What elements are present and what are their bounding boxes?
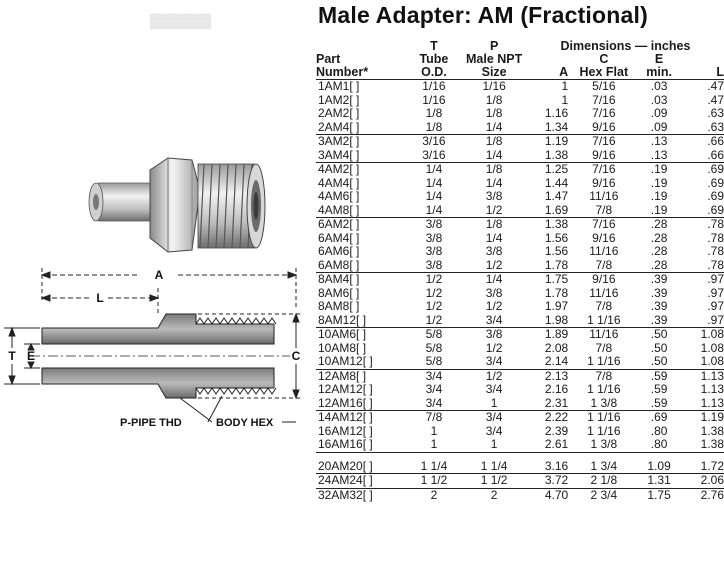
hex-flat-cell: 2 1/8 xyxy=(570,474,637,489)
npt-size-cell: 1/4 xyxy=(485,175,503,190)
part-number-cell: 16AM16[ ] xyxy=(318,437,373,452)
table-body xyxy=(316,80,724,503)
dim-e-cell: .69 xyxy=(637,411,680,425)
dim-a-cell: 2.39 xyxy=(544,423,569,438)
table-row xyxy=(316,163,724,177)
hex-flat-cell: 7/16 xyxy=(570,163,637,177)
tube-od-cell: 1/4 xyxy=(425,189,443,204)
part-number-cell: 10AM6[ ] xyxy=(316,328,407,342)
header-npt: Male NPT xyxy=(466,52,523,66)
npt-size-cell: 1/2 xyxy=(485,257,503,272)
part-number-cell: 10AM8[ ] xyxy=(318,340,367,355)
dim-a-cell: 1 xyxy=(561,92,569,107)
dim-l-cell: .63 xyxy=(707,119,724,134)
dim-a-cell: 1.89 xyxy=(527,328,570,342)
hex-flat-cell: 1 3/4 xyxy=(590,458,618,473)
npt-size-cell: 1 xyxy=(490,395,498,410)
tube-od-cell: 1/2 xyxy=(425,299,443,314)
dim-e-cell: .50 xyxy=(650,340,668,355)
dim-a-cell: 1.25 xyxy=(527,163,570,177)
dim-a-cell: 3.16 xyxy=(544,458,569,473)
npt-size-cell: 3/4 xyxy=(485,354,503,369)
npt-size-cell: 1/8 xyxy=(461,163,527,177)
dim-a-cell: 2.14 xyxy=(544,354,569,369)
npt-size-cell: 1 xyxy=(490,437,498,452)
tube-od-cell: 1/8 xyxy=(425,106,443,121)
table-row xyxy=(316,149,724,163)
tube-od-cell: 1 1/2 xyxy=(407,474,462,489)
dim-a-cell: 1.56 xyxy=(544,244,569,259)
table-row xyxy=(316,300,724,314)
header-dimensions: Dimensions — inches xyxy=(560,39,691,53)
tube-od-cell: 5/8 xyxy=(425,354,443,369)
header-tube: Tube xyxy=(419,52,449,66)
table-row xyxy=(316,383,724,397)
table-row xyxy=(316,177,724,191)
part-number-cell: 6AM6[ ] xyxy=(318,244,360,259)
dim-a-cell: 2.22 xyxy=(527,411,570,425)
tube-od-cell: 3/16 xyxy=(407,135,462,149)
tube-od-cell: 1 1/4 xyxy=(420,458,448,473)
part-number-cell: 2AM4[ ] xyxy=(318,119,360,134)
dimension-l-label: L xyxy=(96,291,104,305)
part-number-cell: 8AM4[ ] xyxy=(316,273,407,287)
dim-e-cell: 1.31 xyxy=(637,474,680,489)
hex-flat-cell: 1 3/8 xyxy=(590,437,618,452)
dim-e-cell: .28 xyxy=(637,218,680,232)
dim-l-cell: 1.38 xyxy=(700,437,724,452)
header-part-number: Number* xyxy=(316,66,407,80)
dimension-e-label: E xyxy=(26,349,36,363)
dim-a-cell: 2.61 xyxy=(544,437,569,452)
hex-flat-cell: 1 1/16 xyxy=(587,423,621,438)
part-number-cell: 6AM4[ ] xyxy=(318,230,360,245)
header-e-symbol: E xyxy=(654,52,664,66)
tube-od-cell: 7/8 xyxy=(407,411,462,425)
hex-flat-cell: 1 1/16 xyxy=(587,312,621,327)
dimension-a xyxy=(42,268,296,310)
hex-flat-cell: 7/16 xyxy=(570,218,637,232)
tube-od-cell: 1/2 xyxy=(407,273,462,287)
hex-flat-cell: 7/16 xyxy=(592,92,616,107)
dim-e-cell: .19 xyxy=(650,202,668,217)
dim-l-cell: .97 xyxy=(707,299,724,314)
header-hex-flat: Hex Flat xyxy=(570,66,637,80)
npt-size-cell: 1/4 xyxy=(485,147,503,162)
dim-a-cell: 1.44 xyxy=(544,175,569,190)
tube-od-cell: 3/16 xyxy=(422,147,446,162)
dim-l-cell: .69 xyxy=(707,202,724,217)
dim-e-cell: .39 xyxy=(650,285,668,300)
hex-flat-cell: 2 3/4 xyxy=(570,488,637,502)
dim-a-cell: 2.13 xyxy=(527,369,570,383)
dim-e-cell: .59 xyxy=(650,395,668,410)
npt-size-cell: 1/16 xyxy=(482,79,506,94)
tube-od-cell: 1/4 xyxy=(425,175,443,190)
part-number-cell: 12AM16[ ] xyxy=(318,395,373,410)
table-row xyxy=(316,460,724,474)
header-tube-od: O.D. xyxy=(407,66,462,80)
hex-flat-cell: 1 1/16 xyxy=(570,411,637,425)
dim-e-cell: .09 xyxy=(650,119,668,134)
tube-od-cell: 1/4 xyxy=(407,163,462,177)
dim-l-cell: 2.06 xyxy=(681,474,724,489)
npt-size-cell: 1 1/4 xyxy=(480,458,508,473)
part-number-cell: 4AM2[ ] xyxy=(316,163,407,177)
part-number-cell: 6AM2[ ] xyxy=(316,218,407,232)
npt-size-cell: 1/8 xyxy=(485,92,503,107)
dim-l-cell: .66 xyxy=(707,147,724,162)
npt-size-cell: 1/2 xyxy=(461,369,527,383)
table-row xyxy=(316,190,724,204)
hex-flat-cell: 7/8 xyxy=(595,202,613,217)
table-row xyxy=(316,355,724,369)
table-row xyxy=(316,232,724,246)
table-row xyxy=(316,411,724,425)
part-number-cell: 24AM24[ ] xyxy=(316,474,407,489)
hex-flat-cell: 1 1/16 xyxy=(587,382,621,397)
hex-flat-cell: 7/8 xyxy=(570,369,637,383)
hex-flat-cell: 7/16 xyxy=(592,106,616,121)
dim-e-cell: .19 xyxy=(650,189,668,204)
table-row xyxy=(316,342,724,356)
adapter-cross-section xyxy=(30,314,290,398)
header-e-min: min. xyxy=(637,66,680,80)
dim-l-cell: 1.13 xyxy=(700,382,724,397)
dim-l-cell: .47 xyxy=(707,79,724,94)
bleed-through-text: ▓▓▓▓▓▓ xyxy=(150,12,212,28)
dim-e-cell: .28 xyxy=(650,230,668,245)
hex-flat-cell: 9/16 xyxy=(570,273,637,287)
part-number-cell: 20AM20[ ] xyxy=(318,458,373,473)
npt-size-cell: 1/8 xyxy=(485,106,503,121)
npt-size-cell: 1/4 xyxy=(461,273,527,287)
dim-l-cell: .78 xyxy=(707,244,724,259)
dim-a-cell: 3.72 xyxy=(527,474,570,489)
dim-l-cell: .66 xyxy=(681,135,724,149)
pipe-thread-label: P-PIPE THD xyxy=(120,417,182,429)
dim-a-cell: 1.38 xyxy=(544,147,569,162)
npt-size-cell: 1/8 xyxy=(461,135,527,149)
header-row xyxy=(316,66,724,80)
dim-l-cell: .78 xyxy=(707,257,724,272)
npt-size-cell: 3/8 xyxy=(485,285,503,300)
npt-size-cell: 3/4 xyxy=(485,382,503,397)
part-number-cell: 2AM2[ ] xyxy=(318,106,360,121)
tube-od-cell: 3/4 xyxy=(425,382,443,397)
header-npt-size: Size xyxy=(461,66,527,80)
dim-l-cell: .69 xyxy=(707,175,724,190)
dim-l-cell: .69 xyxy=(681,163,724,177)
dim-l-cell: .97 xyxy=(681,273,724,287)
dim-a-cell: 1.56 xyxy=(544,230,569,245)
dim-e-cell: 1.09 xyxy=(647,458,671,473)
part-number-cell: 3AM4[ ] xyxy=(318,147,360,162)
tube-od-cell: 2 xyxy=(407,488,462,502)
dim-a-cell: 1.38 xyxy=(527,218,570,232)
dim-l-cell: .47 xyxy=(707,92,724,107)
hex-flat-cell: 11/16 xyxy=(589,244,619,259)
dim-l-cell: .78 xyxy=(681,218,724,232)
dim-e-cell: .19 xyxy=(637,163,680,177)
table-row xyxy=(316,314,724,328)
part-number-cell: 4AM8[ ] xyxy=(318,202,360,217)
tube-od-cell: 1/16 xyxy=(422,92,446,107)
dim-e-cell: .59 xyxy=(637,369,680,383)
tube-od-cell: 1 xyxy=(430,423,438,438)
dim-l-cell: 1.08 xyxy=(681,328,724,342)
dim-a-cell: 1.19 xyxy=(527,135,570,149)
dim-l-cell: .97 xyxy=(707,285,724,300)
table-row xyxy=(316,474,724,489)
hex-flat-cell: 11/16 xyxy=(589,189,619,204)
part-number-cell: 8AM8[ ] xyxy=(318,299,360,314)
tube-od-cell: 1/4 xyxy=(425,202,443,217)
part-number-cell: 12AM12[ ] xyxy=(318,382,373,397)
table-row xyxy=(316,204,724,218)
dim-a-cell: 2.31 xyxy=(544,395,569,410)
tube-od-cell: 1/16 xyxy=(422,79,446,94)
tube-od-cell: 3/8 xyxy=(425,244,443,259)
dim-e-cell: .50 xyxy=(637,328,680,342)
dim-e-cell: .03 xyxy=(650,79,668,94)
dim-e-cell: .39 xyxy=(650,312,668,327)
dim-e-cell: .80 xyxy=(650,423,668,438)
header-l: L xyxy=(681,66,724,80)
dim-l-cell: .69 xyxy=(707,189,724,204)
part-number-cell: 12AM8[ ] xyxy=(316,369,407,383)
header-hex-symbol: C xyxy=(599,52,609,66)
dim-l-cell: 1.38 xyxy=(700,423,724,438)
hex-flat-cell: 5/16 xyxy=(592,79,616,94)
tube-od-cell: 1/2 xyxy=(425,285,443,300)
dim-a-cell: 4.70 xyxy=(527,488,570,502)
hex-flat-cell: 9/16 xyxy=(592,119,616,134)
table-row xyxy=(316,328,724,342)
part-number-cell: 1AM2[ ] xyxy=(318,92,360,107)
dim-e-cell: .13 xyxy=(650,147,668,162)
page-title: Male Adapter: AM (Fractional) xyxy=(318,2,648,28)
part-number-cell: 4AM4[ ] xyxy=(318,175,360,190)
tube-od-cell: 3/4 xyxy=(425,395,443,410)
npt-size-cell: 1/2 xyxy=(485,202,503,217)
body-hex-label: BODY HEX xyxy=(216,417,274,429)
npt-size-cell: 1/8 xyxy=(461,218,527,232)
npt-size-cell: 1/2 xyxy=(485,340,503,355)
part-number-cell: 10AM12[ ] xyxy=(318,354,373,369)
part-number-cell: 6AM8[ ] xyxy=(318,257,360,272)
header-part: Part xyxy=(316,52,341,66)
dim-a-cell: 2.16 xyxy=(544,382,569,397)
tube-od-cell: 1/2 xyxy=(425,312,443,327)
part-number-cell: 8AM12[ ] xyxy=(318,312,367,327)
dimension-c-label: C xyxy=(291,349,301,363)
hex-flat-cell: 9/16 xyxy=(592,230,616,245)
header-tube-symbol: T xyxy=(430,39,438,53)
hex-flat-cell: 7/8 xyxy=(595,340,613,355)
npt-size-cell: 3/4 xyxy=(485,312,503,327)
dim-e-cell: .09 xyxy=(650,106,668,121)
adapter-photo xyxy=(89,158,265,252)
part-number-cell: 14AM12[ ] xyxy=(316,411,407,425)
header-a: A xyxy=(527,66,570,80)
npt-size-cell: 3/4 xyxy=(485,423,503,438)
dim-e-cell: .50 xyxy=(650,354,668,369)
table-row xyxy=(316,107,724,121)
npt-size-cell: 1/4 xyxy=(485,119,503,134)
tube-od-cell: 3/8 xyxy=(407,218,462,232)
dim-e-cell: .03 xyxy=(650,92,668,107)
table-row xyxy=(316,287,724,301)
npt-size-cell: 3/8 xyxy=(485,189,503,204)
dim-a-cell: 1.69 xyxy=(544,202,569,217)
npt-size-cell: 2 xyxy=(461,488,527,502)
dim-l-cell: 1.19 xyxy=(681,411,724,425)
hex-flat-cell: 11/16 xyxy=(570,328,637,342)
tube-od-cell: 3/4 xyxy=(407,369,462,383)
npt-size-cell: 1/2 xyxy=(485,299,503,314)
table-row xyxy=(316,259,724,273)
table-row xyxy=(316,245,724,259)
dim-e-cell: .28 xyxy=(650,257,668,272)
dim-l-cell: .78 xyxy=(707,230,724,245)
dim-l-cell: .63 xyxy=(707,106,724,121)
tube-od-cell: 1 xyxy=(430,437,438,452)
dim-a-cell: 2.08 xyxy=(544,340,569,355)
tube-od-cell: 1/8 xyxy=(425,119,443,134)
table-row xyxy=(316,425,724,439)
part-number-cell: 32AM32[ ] xyxy=(316,488,407,502)
table-row xyxy=(316,397,724,411)
hex-flat-cell: 7/16 xyxy=(570,135,637,149)
dim-e-cell: .59 xyxy=(650,382,668,397)
part-number-cell: 16AM12[ ] xyxy=(318,423,373,438)
table-row xyxy=(316,94,724,108)
table-row xyxy=(316,218,724,232)
npt-size-cell: 3/8 xyxy=(485,244,503,259)
dim-a-cell: 1.98 xyxy=(544,312,569,327)
hex-flat-cell: 9/16 xyxy=(592,175,616,190)
part-number-cell: 1AM1[ ] xyxy=(318,79,360,94)
dim-e-cell: 1.75 xyxy=(637,488,680,502)
dim-l-cell: 2.76 xyxy=(681,488,724,502)
npt-size-cell: 3/8 xyxy=(461,328,527,342)
npt-size-cell: 1/4 xyxy=(485,230,503,245)
hex-flat-cell: 1 3/8 xyxy=(590,395,618,410)
dim-a-cell: 1.16 xyxy=(544,106,569,121)
dim-l-cell: .97 xyxy=(707,312,724,327)
hex-flat-cell: 1 1/16 xyxy=(587,354,621,369)
dimension-a-label: A xyxy=(154,268,164,282)
dim-e-cell: .39 xyxy=(650,299,668,314)
dim-e-cell: .13 xyxy=(637,135,680,149)
hex-flat-cell: 7/8 xyxy=(595,299,613,314)
dim-e-cell: .19 xyxy=(650,175,668,190)
dim-l-cell: 1.13 xyxy=(700,395,724,410)
dim-a-cell: 1.34 xyxy=(544,119,569,134)
dim-a-cell: 1.47 xyxy=(544,189,569,204)
tube-od-cell: 5/8 xyxy=(407,328,462,342)
dim-l-cell: 1.08 xyxy=(700,354,724,369)
hex-flat-cell: 9/16 xyxy=(592,147,616,162)
dim-l-cell: 1.72 xyxy=(700,458,724,473)
dim-e-cell: .39 xyxy=(637,273,680,287)
table-row xyxy=(316,121,724,135)
dim-e-cell: .28 xyxy=(650,244,668,259)
npt-size-cell: 3/4 xyxy=(461,411,527,425)
table-row xyxy=(316,369,724,383)
header-npt-symbol: P xyxy=(489,39,499,53)
dim-l-cell: 1.08 xyxy=(700,340,724,355)
part-number-cell: 8AM6[ ] xyxy=(318,285,360,300)
hex-flat-cell: 11/16 xyxy=(589,285,619,300)
dimension-t-label: T xyxy=(8,349,16,363)
dim-e-cell: .80 xyxy=(650,437,668,452)
dim-a-cell: 1.78 xyxy=(544,285,569,300)
table-row xyxy=(316,488,724,502)
tube-od-cell: 3/8 xyxy=(425,257,443,272)
tube-od-cell: 3/8 xyxy=(425,230,443,245)
table-row xyxy=(316,438,724,452)
dim-l-cell: 1.13 xyxy=(681,369,724,383)
dim-a-cell: 1.75 xyxy=(527,273,570,287)
table-row xyxy=(316,135,724,149)
npt-size-cell: 1 1/2 xyxy=(461,474,527,489)
table-row xyxy=(316,80,724,94)
table-row xyxy=(316,273,724,287)
specification-table xyxy=(316,40,724,502)
male-adapter-figure xyxy=(0,150,315,440)
dim-a-cell: 1.97 xyxy=(544,299,569,314)
part-number-cell: 3AM2[ ] xyxy=(316,135,407,149)
hex-flat-cell: 7/8 xyxy=(595,257,613,272)
dim-a-cell: 1 xyxy=(561,79,569,94)
tube-od-cell: 5/8 xyxy=(425,340,443,355)
dim-a-cell: 1.78 xyxy=(544,257,569,272)
part-number-cell: 4AM6[ ] xyxy=(318,189,360,204)
